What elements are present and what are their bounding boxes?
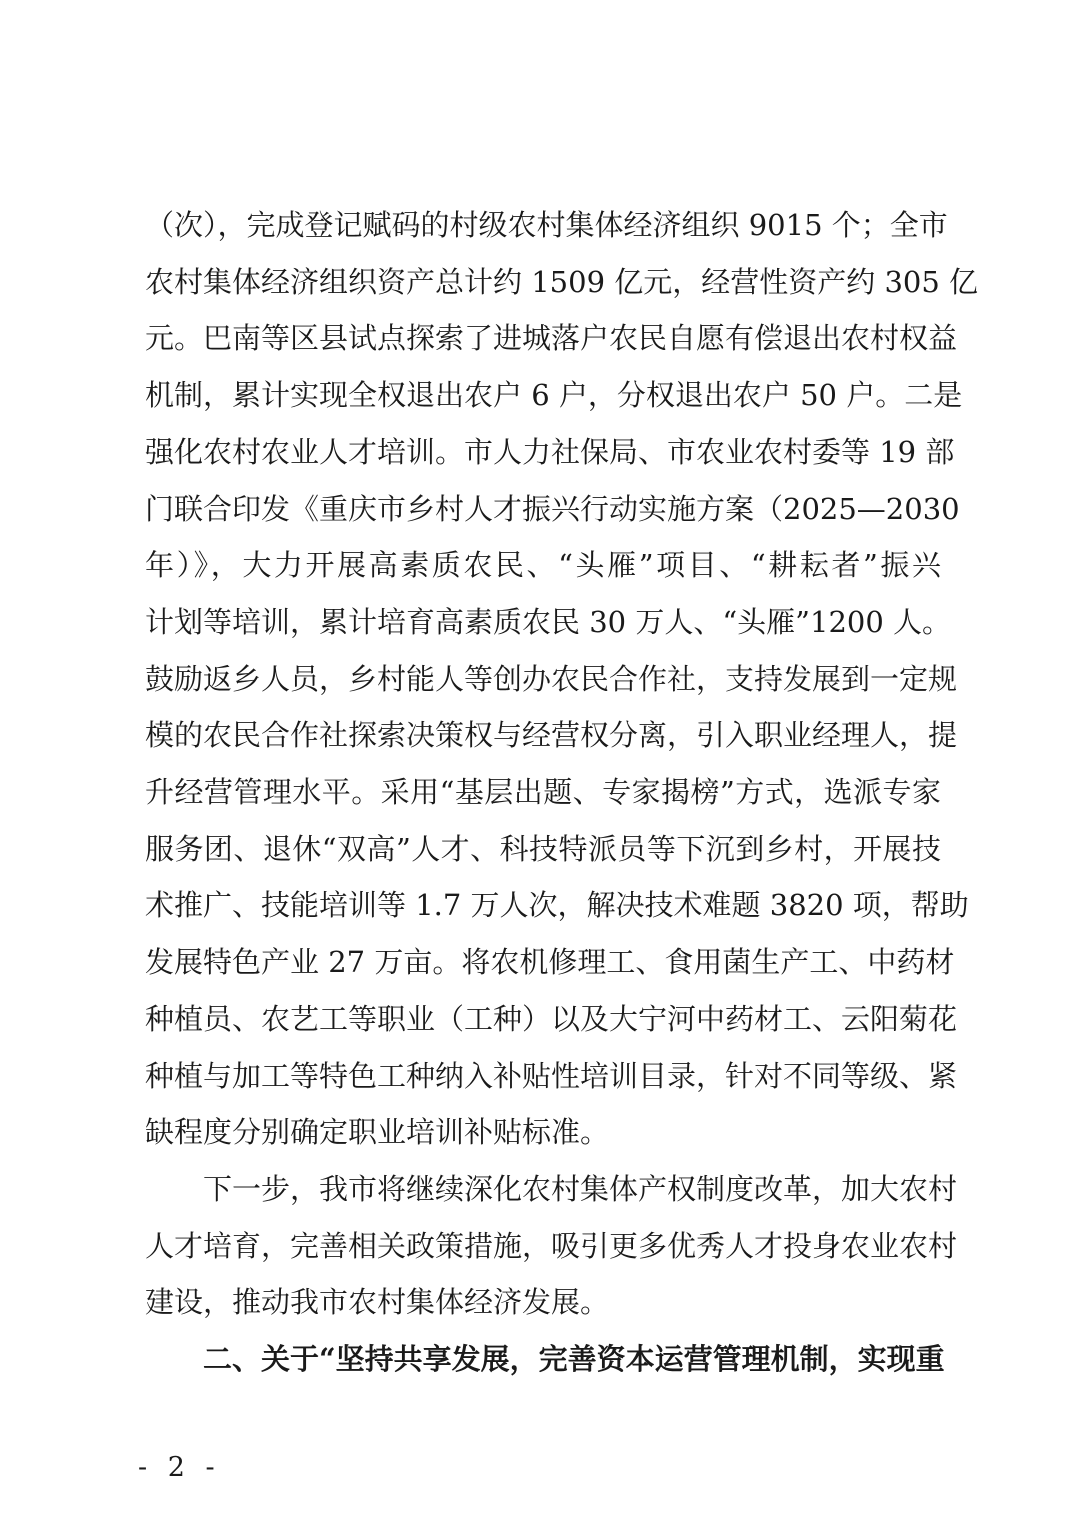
body-text-line: 缺程度分别确定职业培训补贴标准。 — [145, 1115, 610, 1149]
body-text-line: 服务团、退休“双高”人才、科技特派员等下沉到乡村，开展技 — [145, 832, 941, 866]
body-text-line: 年）》，大力开展高素质农民、“头雁”项目、“耕耘者”振兴 — [145, 548, 941, 582]
body-text-line: 机制，累计实现全权退出农户 6 户，分权退出农户 50 户。二是 — [145, 378, 963, 412]
body-text-line: 门联合印发《重庆市乡村人才振兴行动实施方案（2025—2030 — [145, 492, 960, 526]
body-text-line: 计划等培训，累计培育高素质农民 30 万人、“头雁”1200 人。 — [145, 605, 952, 639]
body-text-line: 元。巴南等区县试点探索了进城落户农民自愿有偿退出农村权益 — [145, 321, 958, 355]
body-text-line: 下一步，我市将继续深化农村集体产权制度改革，加大农村 — [145, 1172, 958, 1206]
body-text-line: 模的农民合作社探索决策权与经营权分离，引入职业经理人，提 — [145, 718, 958, 752]
body-text-line: 发展特色产业 27 万亩。将农机修理工、食用菌生产工、中药材 — [145, 945, 955, 979]
body-text-line: 种植与加工等特色工种纳入补贴性培训目录，针对不同等级、紧 — [145, 1059, 958, 1093]
body-text-line: 升经营管理水平。采用“基层出题、专家揭榜”方式，选派专家 — [145, 775, 941, 809]
body-text-line: （次），完成登记赋码的村级农村集体经济组织 9015 个；全市 — [145, 208, 948, 242]
body-text-line: 鼓励返乡人员，乡村能人等创办农民合作社，支持发展到一定规 — [145, 662, 958, 696]
body-text-line: 人才培育，完善相关政策措施，吸引更多优秀人才投身农业农村 — [145, 1229, 958, 1263]
body-text-line: 强化农村农业人才培训。市人力社保局、市农业农村委等 19 部 — [145, 435, 955, 469]
section-heading: 二、关于“坚持共享发展，完善资本运营管理机制，实现重 — [145, 1342, 945, 1376]
body-text-line: 农村集体经济组织资产总计约 1509 亿元，经营性资产约 305 亿 — [145, 265, 979, 299]
body-text-line: 建设，推动我市农村集体经济发展。 — [145, 1285, 610, 1319]
page-number: - 2 - — [138, 1452, 221, 1483]
body-text-line: 种植员、农艺工等职业（工种）以及大宁河中药材工、云阳菊花 — [145, 1002, 958, 1036]
body-text-line: 术推广、技能培训等 1.7 万人次，解决技术难题 3820 项，帮助 — [145, 888, 969, 922]
